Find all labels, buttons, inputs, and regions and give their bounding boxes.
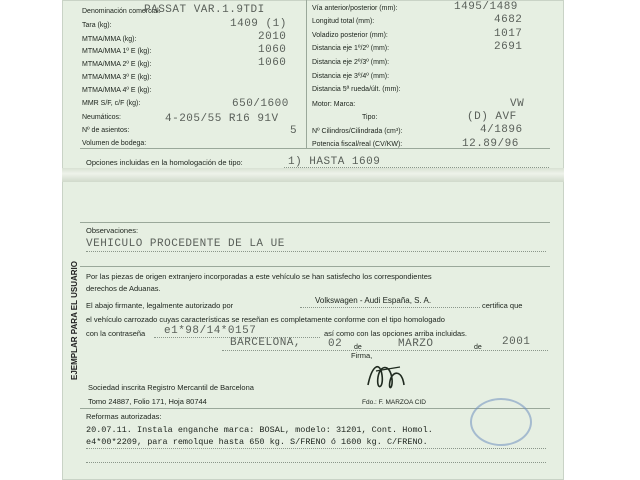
label-eje-12: Distancia eje 1º/2º (mm): bbox=[312, 45, 390, 52]
label-mtma-4e: MTMA/MMA 4º E (kg): bbox=[82, 87, 152, 94]
observaciones-dotted-line-1 bbox=[86, 251, 546, 252]
cert-line-5a: con la contraseña bbox=[86, 329, 146, 338]
label-mtma-2e: MTMA/MMA 2º E (kg): bbox=[82, 61, 152, 68]
label-asientos: Nº de asientos: bbox=[82, 127, 130, 134]
label-cilindros: Nº Cilindros/Cilindrada (cm³): bbox=[312, 128, 403, 135]
observaciones-bottom-line bbox=[80, 266, 550, 267]
ink-stamp bbox=[470, 398, 532, 446]
value-mtma-2e: 1060 bbox=[258, 57, 287, 69]
registry-line-2: Tomo 24887, Folio 171, Hoja 80744 bbox=[88, 397, 207, 406]
value-motor-marca: VW bbox=[510, 98, 525, 110]
reformas-dotted-line-2 bbox=[86, 462, 546, 463]
label-motor-marca: Motor: Marca: bbox=[312, 101, 356, 108]
value-via: 1495/1489 bbox=[454, 1, 518, 13]
value-mtma-1e: 1060 bbox=[258, 44, 287, 56]
observaciones-value: VEHICULO PROCEDENTE DE LA UE bbox=[86, 238, 285, 250]
observaciones-top-line bbox=[80, 222, 550, 223]
reformas-dotted-line-1 bbox=[86, 448, 546, 449]
value-asientos: 5 bbox=[290, 125, 298, 137]
cert-line-5b: así como con las opciones arriba incluidas. bbox=[324, 329, 467, 338]
registry-signer: Fdo.: F. MARZOA CID bbox=[362, 399, 426, 406]
cert-year: 2001 bbox=[502, 336, 531, 348]
label-neumaticos: Neumáticos: bbox=[82, 114, 121, 121]
value-tipo: (D) AVF bbox=[467, 111, 517, 123]
reformas-line-2: e4*00*2209, para remolque hasta 650 kg. S/FRENO ó 1600 kg. C/FRENO. bbox=[86, 437, 428, 447]
label-mtma-1e: MTMA/MMA 1º E (kg): bbox=[82, 48, 152, 55]
cert-place: BARCELONA, bbox=[230, 337, 302, 349]
value-eje-12: 2691 bbox=[494, 41, 523, 53]
label-mmr: MMR S/F, c/F (kg): bbox=[82, 100, 141, 107]
reformas-label: Reformas autorizadas: bbox=[86, 412, 162, 421]
cert-company: Volkswagen - Audi España, S. A. bbox=[315, 296, 432, 305]
side-label: EJEMPLAR PARA EL USUARIO bbox=[70, 261, 79, 380]
value-potencia: 12.89/96 bbox=[462, 138, 519, 150]
paper-fold bbox=[62, 168, 564, 182]
label-bodega: Volumen de bodega: bbox=[82, 140, 147, 147]
value-mmr: 650/1600 bbox=[232, 98, 289, 110]
label-longitud: Longitud total (mm): bbox=[312, 18, 375, 25]
cert-line-1: Por las piezas de origen extranjero incorporadas a este vehículo se han satisfecho los correspondientes bbox=[86, 272, 432, 281]
column-divider bbox=[306, 0, 307, 148]
label-eje-23: Distancia eje 2º/3º (mm): bbox=[312, 59, 390, 66]
cert-de-1: de bbox=[354, 344, 362, 351]
label-via: Vía anterior/posterior (mm): bbox=[312, 5, 398, 12]
observaciones-label: Observaciones: bbox=[86, 226, 139, 235]
cert-date-dotted-line bbox=[222, 350, 548, 351]
label-mtma-3e: MTMA/MMA 3º E (kg): bbox=[82, 74, 152, 81]
cert-line-3a: El abajo firmante, legalmente autorizado por bbox=[86, 301, 234, 310]
label-potencia: Potencia fiscal/real (CV/KW): bbox=[312, 141, 403, 148]
value-voladizo: 1017 bbox=[494, 28, 523, 40]
label-quinta-rueda: Distancia 5ª rueda/últ. (mm): bbox=[312, 86, 401, 93]
value-longitud: 4682 bbox=[494, 14, 523, 26]
label-tara: Tara (kg): bbox=[82, 22, 112, 29]
cert-company-dotted-line bbox=[300, 307, 480, 308]
label-tipo: Tipo: bbox=[362, 114, 378, 121]
cert-contrasena: e1*98/14*0157 bbox=[164, 325, 257, 337]
cert-line-4: el vehículo carrozado cuyas características se reseñan es completamente conforme con el tipo homologado bbox=[86, 315, 445, 324]
cert-day: 02 bbox=[328, 338, 343, 350]
options-label: Opciones incluidas en la homologación de tipo: bbox=[86, 158, 243, 167]
label-denominacion: Denominación comercial: bbox=[82, 8, 161, 15]
signature-image bbox=[362, 355, 412, 397]
value-neumaticos: 4-205/55 R16 91V bbox=[165, 113, 279, 125]
value-mtma: 2010 bbox=[258, 31, 287, 43]
label-voladizo: Voladizo posterior (mm): bbox=[312, 32, 388, 39]
value-tara: 1409 (1) bbox=[230, 18, 287, 30]
cert-month: MARZO bbox=[398, 338, 434, 350]
label-eje-34: Distancia eje 3º/4º (mm): bbox=[312, 73, 390, 80]
cert-firma: Firma, bbox=[351, 351, 373, 360]
reformas-line-1: 20.07.11. Instala enganche marca: BOSAL, modelo: 31201, Cont. Homol. bbox=[86, 425, 433, 435]
options-value: 1) HASTA 1609 bbox=[288, 156, 381, 168]
registry-line-1: Sociedad inscrita Registro Mercantil de Barcelona bbox=[88, 383, 254, 392]
cert-line-3b: certifica que bbox=[482, 301, 523, 310]
value-cilindros: 4/1896 bbox=[480, 124, 523, 136]
label-mtma: MTMA/MMA (kg): bbox=[82, 36, 137, 43]
cert-line-2: derechos de Aduanas. bbox=[86, 284, 161, 293]
cert-de-2: de bbox=[474, 344, 482, 351]
value-denominacion: PASSAT VAR.1.9TDI bbox=[144, 4, 265, 16]
